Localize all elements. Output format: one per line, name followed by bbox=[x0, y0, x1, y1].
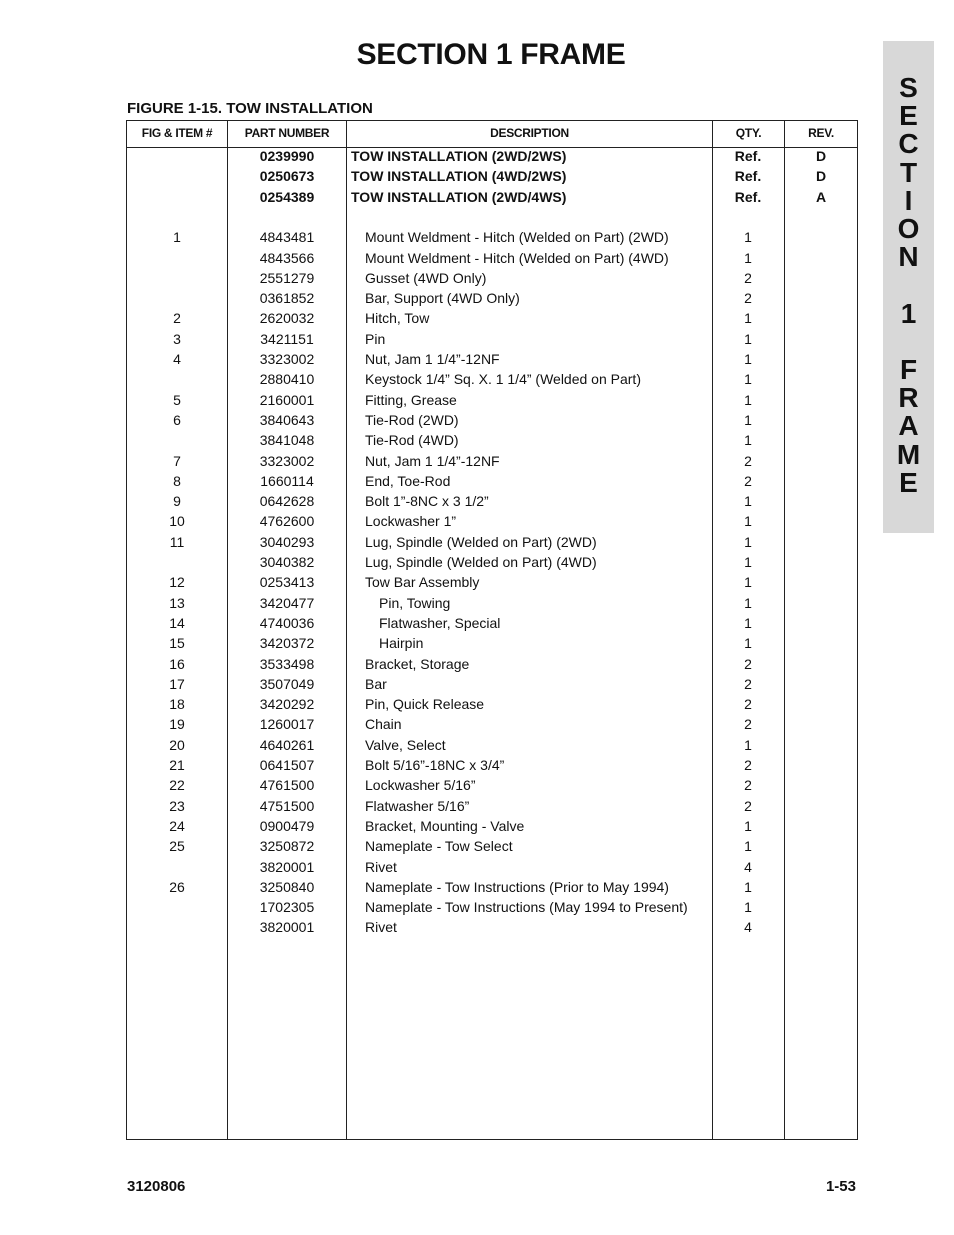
table-row bbox=[127, 432, 857, 452]
cell-part-number: 3323002 bbox=[259, 351, 315, 367]
cell-qty: 1 bbox=[744, 351, 752, 367]
cell-qty: 1 bbox=[744, 513, 752, 530]
cell-item-number: 24 bbox=[169, 817, 185, 834]
table-row bbox=[127, 716, 857, 736]
cell-part-number: 2160001 bbox=[259, 391, 315, 408]
cell-item-number: 6 bbox=[173, 411, 181, 428]
cell-qty: 1 bbox=[744, 229, 752, 246]
cell-description: Pin, Quick Release bbox=[365, 696, 485, 713]
cell-description: Tow Bar Assembly bbox=[365, 574, 480, 591]
cell-item-number: 13 bbox=[169, 594, 185, 611]
cell-qty: 2 bbox=[744, 655, 752, 672]
side-tab-letter: C bbox=[898, 128, 919, 160]
cell-item-number: 23 bbox=[169, 797, 185, 814]
cell-item-number: 15 bbox=[169, 635, 185, 652]
cell-description: Lockwasher 1” bbox=[365, 513, 457, 530]
figure-title: FIGURE 1-15. TOW INSTALLATION bbox=[127, 100, 373, 117]
cell-description: Valve, Select bbox=[365, 736, 446, 753]
section-side-tab bbox=[883, 41, 934, 533]
cell-description: Bolt 5/16”-18NC x 3/4” bbox=[365, 757, 505, 773]
table-row bbox=[127, 189, 857, 209]
cell-item-number: 25 bbox=[169, 838, 185, 855]
cell-description: TOW INSTALLATION (2WD/2WS) bbox=[351, 148, 567, 164]
table-row bbox=[127, 656, 857, 676]
cell-qty: Ref. bbox=[734, 188, 762, 205]
cell-part-number: 2620032 bbox=[259, 310, 315, 327]
cell-rev: A bbox=[815, 188, 827, 205]
cell-part-number: 3420292 bbox=[259, 696, 315, 713]
cell-rev: D bbox=[815, 148, 827, 164]
cell-item-number: 26 bbox=[169, 878, 185, 895]
cell-qty: 2 bbox=[744, 797, 752, 814]
cell-qty: 1 bbox=[744, 249, 752, 266]
cell-qty: 4 bbox=[744, 858, 752, 875]
cell-description: Bracket, Storage bbox=[365, 655, 470, 672]
cell-qty: 1 bbox=[744, 330, 752, 347]
cell-part-number: 0641507 bbox=[259, 757, 315, 773]
cell-qty: 1 bbox=[744, 635, 752, 652]
cell-part-number: 3841048 bbox=[259, 432, 315, 449]
cell-item-number: 22 bbox=[169, 777, 185, 794]
cell-part-number: 1660114 bbox=[260, 472, 314, 489]
cell-qty: 2 bbox=[744, 696, 752, 713]
page-title: SECTION 1 FRAME bbox=[356, 38, 626, 71]
cell-qty: 1 bbox=[744, 554, 752, 570]
cell-part-number: 4640261 bbox=[259, 736, 315, 753]
cell-part-number: 2880410 bbox=[259, 371, 315, 388]
table-row bbox=[127, 676, 857, 696]
cell-part-number: 1260017 bbox=[259, 716, 315, 733]
cell-description: Nut, Jam 1 1/4”-12NF bbox=[365, 351, 500, 367]
cell-qty: Ref. bbox=[734, 148, 762, 164]
table-row bbox=[127, 635, 857, 655]
side-tab-letter: E bbox=[899, 100, 918, 132]
cell-description: Bar, Support (4WD Only) bbox=[365, 290, 520, 307]
cell-description: Nameplate - Tow Select bbox=[365, 838, 513, 855]
cell-item-number: 20 bbox=[169, 736, 185, 753]
cell-qty: 1 bbox=[744, 574, 752, 591]
cell-description: Rivet bbox=[365, 858, 397, 875]
table-row bbox=[127, 574, 857, 594]
cell-description: Flatwasher 5/16” bbox=[365, 797, 470, 814]
cell-item-number: 8 bbox=[173, 472, 181, 489]
table-row bbox=[127, 615, 857, 635]
cell-description: Bolt 1”-8NC x 3 1/2” bbox=[365, 493, 489, 510]
header-qty: QTY. bbox=[735, 126, 762, 140]
cell-description: Pin bbox=[365, 330, 386, 347]
cell-description: Tie-Rod (2WD) bbox=[365, 411, 459, 428]
side-tab-letter: A bbox=[898, 410, 919, 442]
cell-part-number: 1702305 bbox=[259, 899, 315, 916]
cell-description: Bar bbox=[365, 675, 387, 692]
cell-description: Nut, Jam 1 1/4”-12NF bbox=[365, 452, 500, 469]
side-tab-letter: M bbox=[896, 438, 921, 470]
table-row bbox=[127, 919, 857, 939]
cell-rev: D bbox=[815, 168, 827, 185]
cell-item-number: 18 bbox=[169, 696, 185, 713]
cell-description: Keystock 1/4” Sq. X. 1 1/4” (Welded on Part) bbox=[365, 371, 641, 388]
cell-part-number: 2551279 bbox=[259, 269, 315, 286]
cell-qty: Ref. bbox=[734, 168, 762, 185]
side-tab-letter: S bbox=[899, 72, 918, 103]
table-row bbox=[127, 168, 857, 188]
cell-part-number: 3420477 bbox=[259, 594, 315, 611]
cell-part-number: 4761500 bbox=[259, 777, 315, 794]
cell-item-number: 9 bbox=[173, 493, 181, 510]
cell-description: Lockwasher 5/16” bbox=[365, 777, 476, 794]
cell-qty: 2 bbox=[744, 716, 752, 733]
table-row bbox=[127, 229, 857, 249]
cell-item-number: 11 bbox=[169, 533, 185, 550]
table-row bbox=[127, 737, 857, 757]
cell-qty: 1 bbox=[744, 432, 752, 449]
table-row bbox=[127, 554, 857, 574]
side-tab-letter: R bbox=[898, 382, 919, 414]
cell-item-number: 10 bbox=[169, 513, 185, 530]
side-tab-letter: 1 bbox=[900, 297, 917, 329]
cell-part-number: 0642628 bbox=[259, 493, 315, 510]
table-row bbox=[127, 351, 857, 371]
cell-part-number: 3420372 bbox=[259, 635, 315, 652]
cell-part-number: 0361852 bbox=[259, 290, 315, 307]
cell-part-number: 3533498 bbox=[259, 655, 315, 672]
cell-qty: 1 bbox=[744, 899, 752, 916]
cell-part-number: 0253413 bbox=[259, 574, 315, 591]
parts-table bbox=[126, 120, 858, 1140]
cell-qty: 1 bbox=[744, 838, 752, 855]
cell-item-number: 3 bbox=[173, 330, 181, 347]
cell-part-number: 4843481 bbox=[259, 229, 315, 246]
table-row bbox=[127, 838, 857, 858]
cell-item-number: 1 bbox=[173, 229, 181, 246]
table-row bbox=[127, 209, 857, 229]
cell-part-number: 3820001 bbox=[259, 919, 315, 936]
side-tab-letter: O bbox=[897, 213, 920, 244]
cell-part-number: 3040382 bbox=[259, 554, 315, 570]
cell-description: Rivet bbox=[365, 919, 397, 936]
table-row bbox=[127, 513, 857, 533]
header-item: FIG & ITEM # bbox=[141, 126, 213, 140]
cell-qty: 1 bbox=[744, 736, 752, 753]
cell-description: Nameplate - Tow Instructions (Prior to May 1994) bbox=[365, 878, 669, 895]
header-rev: REV. bbox=[808, 126, 834, 140]
cell-item-number: 19 bbox=[169, 716, 185, 733]
table-row bbox=[127, 412, 857, 432]
cell-item-number: 5 bbox=[173, 391, 181, 408]
table-row bbox=[127, 798, 857, 818]
side-tab-letter: N bbox=[898, 241, 919, 273]
cell-qty: 2 bbox=[744, 472, 752, 489]
table-row bbox=[127, 148, 857, 168]
page-number: 1-53 bbox=[825, 1178, 856, 1195]
cell-item-number: 7 bbox=[173, 452, 181, 469]
cell-qty: 1 bbox=[744, 411, 752, 428]
cell-item-number: 2 bbox=[173, 310, 181, 327]
cell-qty: 1 bbox=[744, 391, 752, 408]
table-row bbox=[127, 899, 857, 919]
cell-part-number: 3507049 bbox=[259, 675, 315, 692]
cell-description: Bracket, Mounting - Valve bbox=[365, 817, 525, 834]
cell-description: Tie-Rod (4WD) bbox=[365, 432, 459, 449]
cell-part-number: 3040293 bbox=[259, 533, 315, 550]
cell-part-number: 3840643 bbox=[259, 411, 315, 428]
cell-description: Nameplate - Tow Instructions (May 1994 to Present) bbox=[365, 899, 688, 916]
cell-part-number: 4762600 bbox=[259, 513, 315, 530]
table-row bbox=[127, 879, 857, 899]
cell-description: Hitch, Tow bbox=[365, 310, 430, 327]
table-row bbox=[127, 493, 857, 513]
table-row bbox=[127, 250, 857, 270]
cell-part-number: 0239990 bbox=[259, 148, 315, 164]
table-row bbox=[127, 818, 857, 838]
cell-qty: 2 bbox=[744, 777, 752, 794]
cell-qty: 1 bbox=[744, 614, 752, 631]
cell-description: Fitting, Grease bbox=[365, 391, 457, 408]
cell-description: TOW INSTALLATION (2WD/4WS) bbox=[351, 188, 567, 205]
table-row bbox=[127, 534, 857, 554]
table-row bbox=[127, 270, 857, 290]
cell-item-number: 14 bbox=[169, 614, 185, 631]
cell-qty: 1 bbox=[744, 533, 752, 550]
cell-qty: 1 bbox=[744, 371, 752, 388]
cell-qty: 1 bbox=[744, 594, 752, 611]
table-row bbox=[127, 371, 857, 391]
cell-part-number: 0250673 bbox=[259, 168, 315, 185]
side-tab-letter: F bbox=[899, 354, 918, 385]
table-row bbox=[127, 696, 857, 716]
table-row bbox=[127, 777, 857, 797]
cell-part-number: 0254389 bbox=[259, 188, 315, 205]
table-row bbox=[127, 453, 857, 473]
header-part-number: PART NUMBER bbox=[244, 126, 330, 140]
document-number: 3120806 bbox=[127, 1178, 186, 1195]
cell-qty: 2 bbox=[744, 452, 752, 469]
cell-description: Chain bbox=[365, 716, 402, 733]
table-row bbox=[127, 331, 857, 351]
cell-item-number: 17 bbox=[169, 675, 185, 692]
cell-item-number: 21 bbox=[169, 757, 185, 773]
cell-description: Mount Weldment - Hitch (Welded on Part) (2WD) bbox=[365, 229, 669, 246]
cell-description: Mount Weldment - Hitch (Welded on Part) (4WD) bbox=[365, 249, 669, 266]
cell-item-number: 16 bbox=[169, 655, 185, 672]
cell-qty: 2 bbox=[744, 757, 752, 773]
side-tab-letter: E bbox=[899, 466, 918, 498]
cell-description: Pin, Towing bbox=[379, 594, 451, 611]
cell-qty: 1 bbox=[744, 878, 752, 895]
cell-qty: 1 bbox=[744, 310, 752, 327]
table-row bbox=[127, 392, 857, 412]
cell-part-number: 3323002 bbox=[259, 452, 315, 469]
cell-description: Gusset (4WD Only) bbox=[365, 269, 487, 286]
table-row bbox=[127, 595, 857, 615]
cell-part-number: 4740036 bbox=[259, 614, 315, 631]
table-row bbox=[127, 473, 857, 493]
cell-description: TOW INSTALLATION (4WD/2WS) bbox=[351, 168, 567, 185]
cell-description: Lug, Spindle (Welded on Part) (2WD) bbox=[365, 533, 597, 550]
cell-part-number: 3421151 bbox=[260, 330, 314, 347]
cell-part-number: 3250872 bbox=[259, 838, 315, 855]
cell-part-number: 3250840 bbox=[259, 878, 315, 895]
cell-part-number: 4751500 bbox=[259, 797, 315, 814]
table-row bbox=[127, 290, 857, 310]
cell-qty: 1 bbox=[744, 493, 752, 510]
cell-qty: 2 bbox=[744, 675, 752, 692]
cell-description: Lug, Spindle (Welded on Part) (4WD) bbox=[365, 554, 597, 570]
side-tab-letter: I bbox=[904, 184, 913, 216]
cell-description: Hairpin bbox=[379, 635, 424, 652]
cell-part-number: 3820001 bbox=[259, 858, 315, 875]
cell-qty: 4 bbox=[744, 919, 752, 936]
side-tab-letter: T bbox=[899, 156, 918, 188]
cell-part-number: 0900479 bbox=[259, 817, 315, 834]
cell-qty: 2 bbox=[744, 290, 752, 307]
table-row bbox=[127, 757, 857, 777]
cell-item-number: 12 bbox=[169, 574, 185, 591]
table-row bbox=[127, 310, 857, 330]
table-row bbox=[127, 859, 857, 879]
cell-description: Flatwasher, Special bbox=[379, 614, 501, 631]
cell-description: End, Toe-Rod bbox=[365, 472, 451, 489]
header-description: DESCRIPTION bbox=[490, 126, 569, 140]
cell-part-number: 4843566 bbox=[259, 249, 315, 266]
cell-item-number: 4 bbox=[173, 351, 181, 367]
cell-qty: 1 bbox=[744, 817, 752, 834]
cell-qty: 2 bbox=[744, 269, 752, 286]
